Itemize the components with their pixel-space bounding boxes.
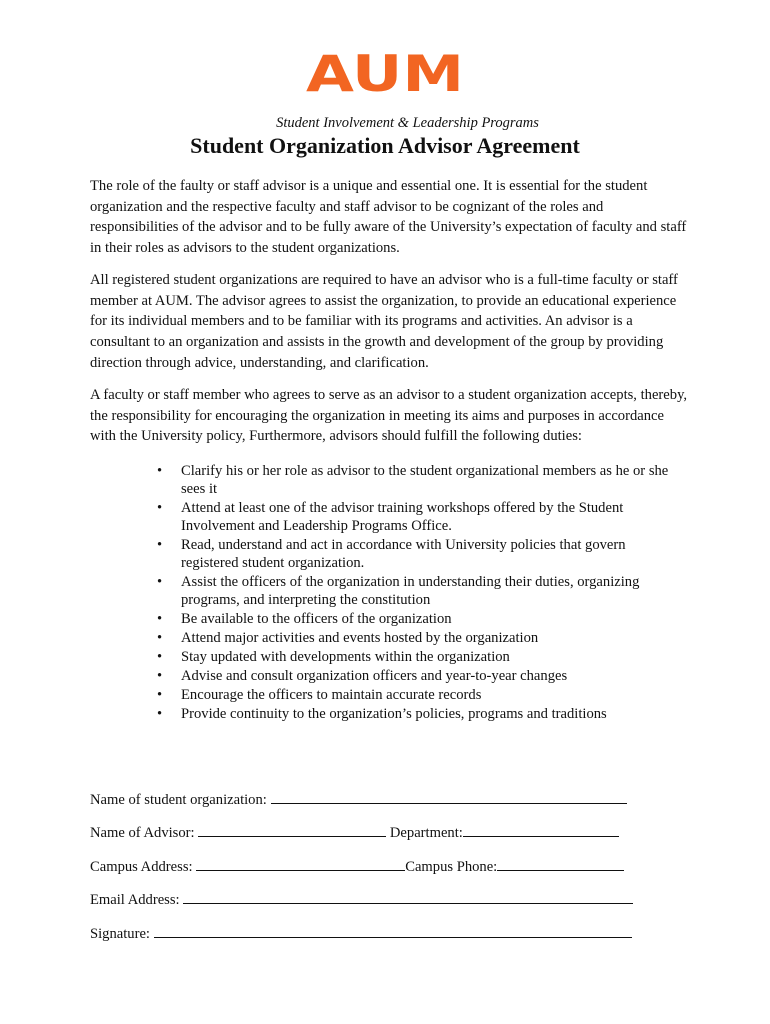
requirement-paragraph: All registered student organizations are required to have an advisor who is a full-time faculty or staff member at AUM. The advisor agrees to assist the organization, to provide an educational experience for its individual members and to be familiar with its programs and activities. An advisor is a consultant to an organization and assists in the growth and development of the group by providing direction through advice, understanding, and clarification. (90, 272, 678, 371)
campus-row (90, 856, 624, 876)
bullet-icon: • (157, 611, 163, 627)
list-item: • Provide continuity to the organization’s policies, programs and traditions (157, 706, 607, 722)
department-field[interactable] (463, 822, 619, 837)
list-item: • Clarify his or her role as advisor to the student organizational members as he or she sees it (157, 463, 669, 497)
svg-text:AUM: AUM (306, 47, 464, 101)
signature-row (90, 923, 632, 943)
duties-list (150, 462, 670, 724)
campus-phone-field[interactable] (497, 856, 624, 871)
list-item: • Attend major activities and events hosted by the organization (157, 630, 539, 646)
org-name-label: Name of student organization: (90, 792, 267, 808)
signature-field[interactable] (154, 923, 632, 938)
bullet-icon: • (157, 706, 163, 722)
org-name-field[interactable] (271, 789, 627, 804)
bullet-icon: • (157, 649, 163, 665)
list-item: • Attend at least one of the advisor training workshops offered by the Student Involvement and Leadership Programs Office. (157, 500, 624, 534)
bullet-icon: • (157, 668, 163, 684)
org-name-row (90, 789, 627, 809)
email-row (90, 889, 633, 909)
signature-label: Signature: (90, 926, 150, 942)
list-item: • Stay updated with developments within the organization (157, 649, 510, 665)
email-label: Email Address: (90, 892, 180, 908)
list-item: • Assist the officers of the organization in understanding their duties, organizing programs, and interpreting the constitution (157, 574, 640, 608)
bullet-icon: • (157, 574, 163, 590)
aum-logo (304, 47, 466, 101)
advisor-name-label: Name of Advisor: (90, 825, 195, 841)
email-field[interactable] (183, 889, 633, 904)
list-item: • Read, understand and act in accordance with University policies that govern registered student organization. (157, 537, 626, 571)
advisor-row (90, 822, 619, 842)
list-item: • Encourage the officers to maintain accurate records (157, 687, 482, 703)
department-subtitle: Student Involvement & Leadership Programs (276, 115, 539, 131)
advisor-name-field[interactable] (198, 822, 386, 837)
list-item: • Be available to the officers of the organization (157, 611, 452, 627)
intro-paragraph: The role of the faulty or staff advisor is a unique and essential one. It is essential for the student organization and the respective faculty and staff advisor to be cognizant of the roles and responsibilities of the advisor and to be fully aware of the University’s expectation of faculty and staff in their roles as advisors to the student organizations. (90, 178, 687, 257)
bullet-icon: • (157, 537, 163, 553)
page-title: Student Organization Advisor Agreement (190, 133, 580, 158)
campus-address-label: Campus Address: (90, 859, 193, 875)
bullet-icon: • (157, 630, 163, 646)
department-label: Department: (389, 825, 463, 841)
campus-address-field[interactable] (196, 856, 405, 871)
campus-phone-label: Campus Phone: (405, 859, 498, 875)
bullet-icon: • (157, 463, 163, 479)
list-item: • Advise and consult organization officers and year-to-year changes (157, 668, 568, 684)
duties-intro-paragraph: A faculty or staff member who agrees to serve as an advisor to a student organization accepts, thereby, the responsibility for encouraging the organization in meeting its aims and purposes in accordance with the University policy, Furthermore, advisors should fulfill the following duties: (90, 387, 688, 445)
bullet-icon: • (157, 687, 163, 703)
bullet-icon: • (157, 500, 163, 516)
